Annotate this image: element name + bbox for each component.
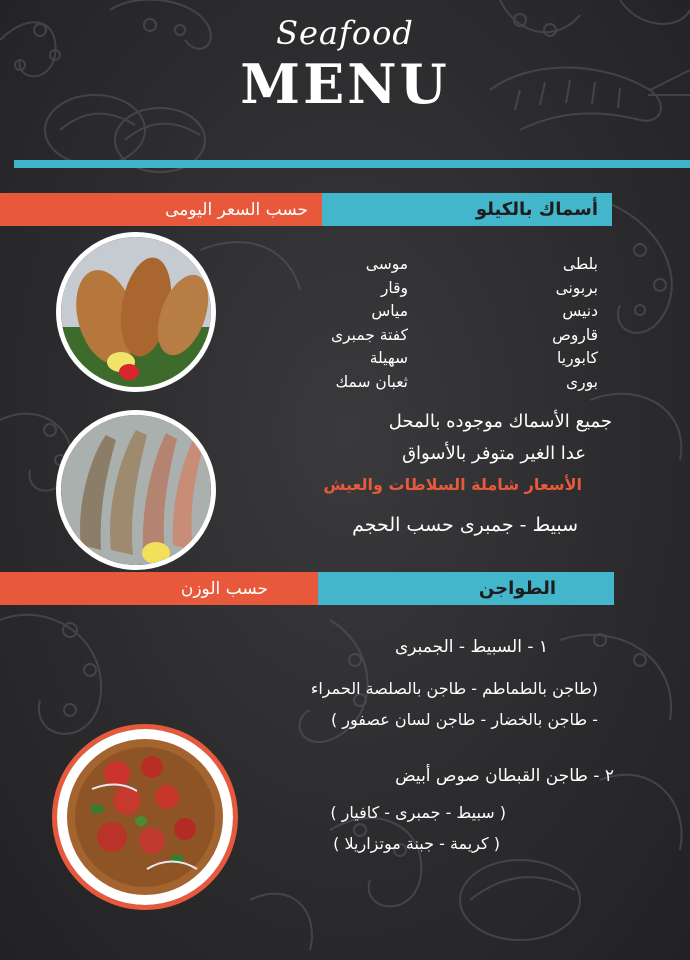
fish-item: كابوريا (557, 349, 598, 367)
fish-note-prices: الأسعار شاملة السلاطات والعيش (323, 475, 582, 494)
fish-item: بربونى (555, 278, 598, 297)
fish-item: موسى (365, 255, 408, 273)
shrimp-photo (56, 410, 216, 570)
fish-item: ثعبان سمك (335, 372, 408, 391)
fish-note-market: عدا الغير متوفر بالأسواق (402, 443, 586, 464)
fish-note-size: سبيط - جمبرى حسب الحجم (352, 514, 578, 536)
fried-fish-photo (56, 232, 216, 392)
fish-item: دنيس (562, 302, 598, 320)
fish-item: مياس (371, 302, 408, 320)
tagine-item-2-line-2: ( كريمة - جبنة موتزاريلا ) (333, 834, 500, 853)
fish-list-left (331, 253, 408, 394)
fish-item: كفتة جمبرى (330, 325, 408, 344)
fish-list-right (552, 253, 598, 394)
tagine-item-2-title: ٢ - طاجن القبطان صوص أبيض (395, 766, 614, 786)
fish-price-note-band (0, 193, 322, 226)
seafood-script-title: Seafood (276, 14, 414, 52)
tagine-price-note: حسب الوزن (180, 578, 268, 599)
fish-item: وقار (380, 278, 408, 297)
header-divider (14, 160, 690, 168)
tagine-price-note-band (0, 572, 318, 605)
fish-section-title: أسماك بالكيلو (475, 199, 598, 220)
tagine-item-1-title: ١ - السبيط - الجمبرى (394, 637, 548, 657)
fish-item: بورى (566, 372, 598, 391)
fried-fish-illustration (61, 237, 211, 387)
fish-price-note: حسب السعر اليومى (165, 199, 308, 220)
tagine-illustration (57, 729, 233, 905)
tagine-item-2-line-1: ( سبيط - جمبرى - كافيار ) (330, 803, 506, 822)
tagine-item-1-line-2: - طاجن بالخضار - طاجن لسان عصفور ) (330, 710, 598, 729)
tagine-photo (52, 724, 238, 910)
tagine-section-title: الطواجن (478, 578, 556, 599)
tagine-item-1-line-1: (طاجن بالطماطم - طاجن بالصلصة الحمراء (310, 679, 598, 698)
fish-item: سهيلة (369, 349, 408, 367)
fish-note-availability: جميع الأسماك موجوده بالمحل (388, 411, 612, 432)
fish-item: قاروص (552, 325, 598, 344)
tagine-section-title-band (318, 572, 614, 605)
shrimp-illustration (61, 415, 211, 565)
fish-section-title-band (322, 193, 612, 226)
fish-item: بلطى (562, 255, 598, 273)
menu-title: MENU (240, 52, 450, 116)
